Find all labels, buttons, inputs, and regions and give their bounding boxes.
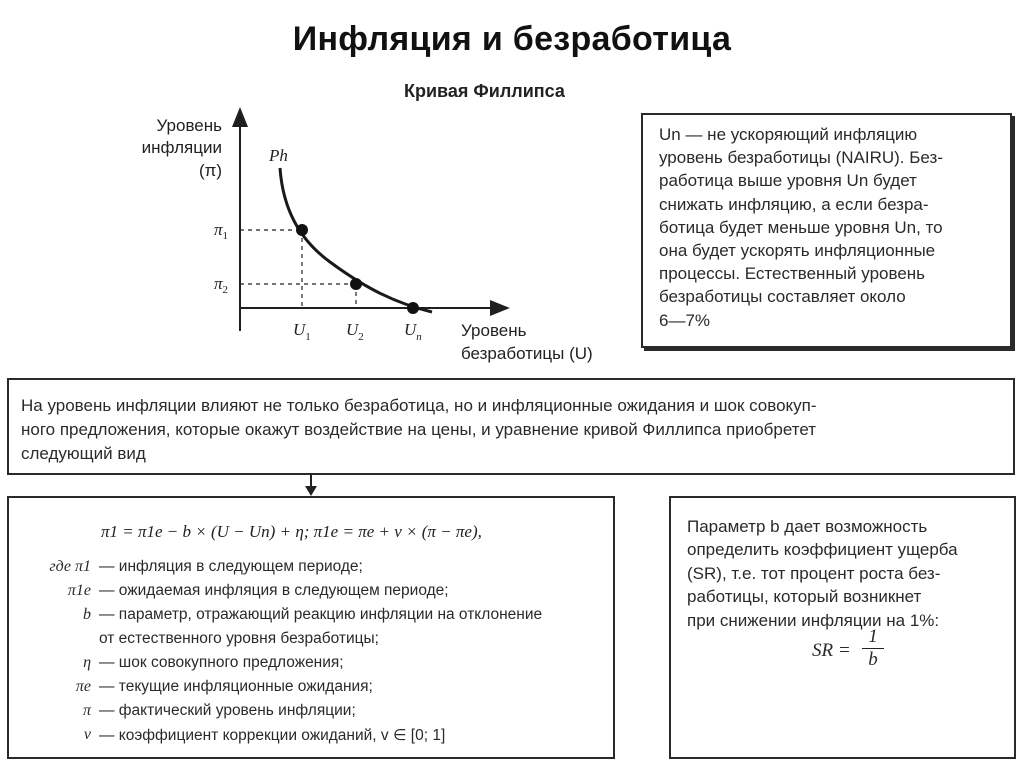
intro-box: [7, 378, 1015, 475]
phillips-equation: π1 = π1e − b × (U − Un) + η; π1e = πe + v × (π − πe),: [101, 522, 482, 541]
intro-line: следующий вид: [21, 444, 146, 463]
def-text: — ожидаемая инфляция в следующем периоде;: [99, 582, 449, 599]
nairu-line: 6—7%: [659, 310, 711, 330]
point-u1-pi1: [296, 224, 308, 236]
nairu-box: [641, 113, 1012, 348]
nairu-line: Un — не ускоряющий инфляцию: [659, 125, 918, 144]
sr-line: работицы, который возникнет: [687, 587, 922, 607]
sacrifice-ratio-box: [669, 496, 1016, 759]
point-u2-pi2: [350, 278, 362, 290]
nairu-line: процессы. Естественный уровень: [659, 264, 926, 284]
sr-fraction: [862, 626, 884, 671]
sr-line: определить коэффициент ущерба: [687, 540, 958, 560]
x-axis-label-line1: Уровень: [461, 321, 527, 340]
sr-formula: [812, 626, 878, 670]
intro-line: На уровень инфляции влияют не только безработица, но и инфляционные ожидания и шок совокуп-: [21, 396, 817, 415]
def-text: — коэффициент коррекции ожиданий, v ∈ [0; 1]: [99, 727, 446, 744]
nairu-line: уровень безработицы (NAIRU). Без-: [659, 148, 943, 168]
def-text: — текущие инфляционные ожидания;: [99, 678, 373, 695]
def-text: — фактический уровень инфляции;: [99, 702, 356, 719]
nairu-line: работица выше уровня Un будет: [659, 171, 917, 191]
phillips-curve: [280, 168, 432, 312]
def-symbol: η: [83, 654, 91, 671]
x-axis-label-line2: безработицы (U): [461, 344, 593, 363]
y-axis-label-line1: Уровень: [156, 116, 222, 135]
sr-line: (SR), т.е. тот процент роста без-: [687, 563, 941, 583]
down-arrow-icon: [296, 474, 326, 498]
sr-denominator: b: [868, 649, 878, 670]
nairu-line: безработицы составляет около: [659, 287, 906, 307]
def-text: — инфляция в следующем периоде;: [99, 558, 363, 575]
x-tick-un: $U_n$: [404, 320, 422, 343]
point-un: [407, 302, 419, 314]
y-axis-label-line3: (π): [198, 161, 222, 180]
def-symbol: π: [82, 702, 91, 719]
y-axis-label-line2: инфляции: [141, 138, 222, 157]
def-symbol: π1e: [67, 582, 91, 599]
sr-formula-lhs: SR =: [812, 640, 851, 661]
slide-title: Инфляция и безработица: [292, 20, 732, 58]
intro-line: ного предложения, которые окажут воздействие на цены, и уравнение кривой Филлипса приобретет: [21, 420, 817, 439]
sr-numerator: 1: [862, 626, 884, 649]
nairu-line: ботица будет меньше уровня Un, то: [659, 217, 943, 237]
def-text: — шок совокупного предложения;: [99, 654, 344, 671]
def-text: от естественного уровня безработицы;: [99, 630, 379, 647]
x-tick-u2: $U_2$: [346, 320, 364, 343]
def-symbol: v: [83, 726, 91, 743]
phillips-curve-chart: [0, 0, 640, 380]
sr-line: при снижении инфляции на 1%:: [687, 610, 940, 630]
y-tick-pi2: $\pi_2$: [214, 274, 229, 296]
y-tick-pi1: $\pi_1$: [214, 220, 229, 242]
def-symbol: b: [83, 606, 91, 623]
curve-label: Ph: [269, 146, 288, 165]
nairu-line: она будет ускорять инфляционные: [659, 241, 936, 261]
def-text: — параметр, отражающий реакцию инфляции на отклонение: [99, 606, 543, 623]
def-symbol: πe: [75, 678, 91, 695]
sr-line: Параметр b дает возможность: [687, 517, 928, 536]
x-tick-u1: $U_1$: [293, 320, 311, 343]
nairu-line: снижать инфляцию, а если безра-: [659, 194, 929, 214]
chart-title: Кривая Филлипса: [404, 81, 565, 101]
def-symbol: где π1: [49, 558, 91, 575]
equation-box: [7, 496, 615, 759]
